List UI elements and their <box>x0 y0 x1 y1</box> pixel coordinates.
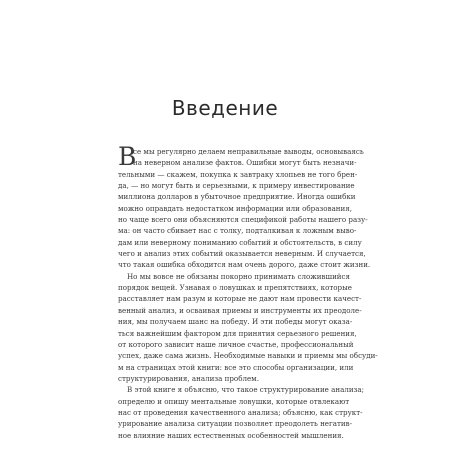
drop-cap: В <box>118 142 137 171</box>
text-line: чего и анализ этих событий оказывается неверным. И случается, <box>118 249 366 259</box>
text-line: В этой книге я объясню, что такое структурирование анализа; <box>127 385 365 395</box>
text-line: миллиона долларов в убыточное предприятие. Иногда ошибки <box>118 192 356 202</box>
text-line: венный анализ, и осваивая приемы и инструменты их преодоле- <box>118 305 362 315</box>
text-line: м на страницах этой книги: все это способы организации, или <box>118 362 354 372</box>
text-line: да, — но могут быть и серьезными, к примеру инвестирование <box>118 181 355 191</box>
text-line: ния, мы получаем шанс на победу. И эти победы могут оказа- <box>118 317 353 327</box>
text-line: дам или неверному пониманию событий и обстоятельств, в силу <box>118 237 362 247</box>
text-line: ное влияние наших естественных особенностей мышления. <box>118 430 344 440</box>
text-line: урирование анализа ситуации позволяет преодолеть негатив- <box>118 419 352 429</box>
text-line: на неверном анализе фактов. Ошибки могут быть незначи- <box>133 158 357 168</box>
text-line: се мы регулярно делаем неправильные выводы, основываясь <box>133 147 364 156</box>
text-line: определю и опишу ментальные ловушки, которые отвлекают <box>118 396 350 406</box>
text-line: порядок вещей. Узнавая о ловушках и препятствиях, которые <box>118 283 352 293</box>
chapter-title: Введение <box>171 96 279 120</box>
body-text <box>118 142 378 441</box>
text-line: что такая ошибка обходится нам очень дорого, даже стоит жизни. <box>118 260 371 270</box>
text-line: успех, даже сама жизнь. Необходимые навыки и приемы мы обсуди- <box>118 351 378 361</box>
text-line: ма: он часто сбивает нас с толку, подталкивая к ложным выво- <box>118 226 357 236</box>
text-line: структурирования, анализа проблем. <box>118 373 259 383</box>
text-line: Но мы вовсе не обязаны покорно принимать сложившийся <box>127 271 350 281</box>
text-line: тельными — скажем, покупка к завтраку хлопьев не того брен- <box>118 169 358 179</box>
text-line: ться важнейшим фактором для принятия серьезного решения, <box>118 328 357 338</box>
text-line: можно оправдать недостатком информации или образования, <box>118 203 352 213</box>
text-line: от которого зависит наше личное счастье, профессиональный <box>118 339 354 349</box>
text-line: но чаще всего они объясняются спецификой работы нашего разу- <box>118 215 368 225</box>
text-line: нас от проведения качественного анализа; объясню, как структ- <box>118 407 363 417</box>
text-line: расставляет нам разум и которые не дают нам провести качест- <box>118 294 362 304</box>
